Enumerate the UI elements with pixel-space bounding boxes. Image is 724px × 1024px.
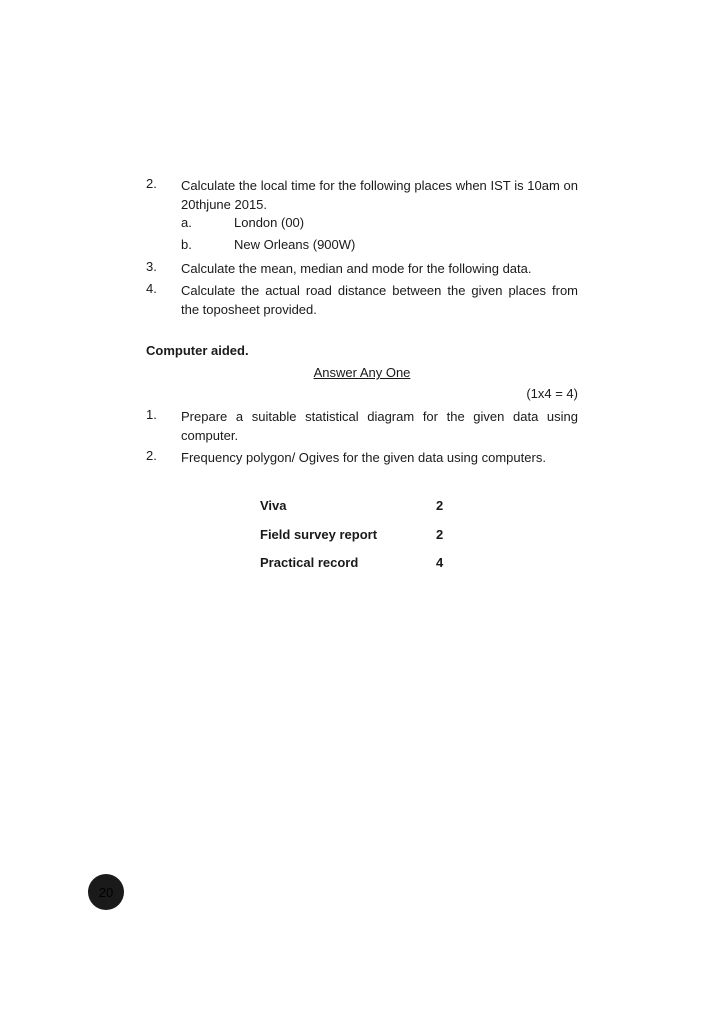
question-text: Calculate the local time for the following places when IST is 10am on 20thjune 2015. [181, 178, 578, 212]
subitem-letter: b. [181, 237, 192, 252]
score-value: 2 [436, 498, 444, 513]
question-number: 1. [146, 407, 157, 422]
subitem-text: London (00) [234, 215, 305, 230]
question-text: Prepare a suitable statistical diagram for the given data using computer. [181, 409, 578, 443]
subitem-text: New Orleans (900W) [234, 237, 356, 252]
question-4 [146, 281, 578, 319]
score-value: 2 [436, 527, 444, 542]
question-text: Calculate the mean, median and mode for the following data. [181, 261, 532, 276]
page-number: 20 [98, 884, 114, 900]
section-heading: Computer aided. [146, 343, 249, 358]
question-text: Frequency polygon/ Ogives for the given data using computers. [181, 450, 546, 465]
question-number: 2. [146, 448, 157, 463]
section-marks: (1x4 = 4) [526, 386, 578, 401]
question-text: Calculate the actual road distance between the given places from the toposheet provided. [181, 283, 578, 317]
question-2 [146, 176, 578, 214]
page-number-badge [88, 874, 124, 910]
score-label: Practical record [260, 555, 359, 570]
question-3 [146, 259, 578, 278]
section-question-1 [146, 407, 578, 445]
question-number: 2. [146, 176, 157, 191]
question-number: 4. [146, 281, 157, 296]
score-value: 4 [436, 555, 444, 570]
question-number: 3. [146, 259, 157, 274]
subitem-letter: a. [181, 215, 192, 230]
section-instruction: Answer Any One [313, 365, 411, 380]
section-question-2 [146, 448, 578, 467]
score-label: Field survey report [260, 527, 378, 542]
score-label: Viva [260, 498, 287, 513]
